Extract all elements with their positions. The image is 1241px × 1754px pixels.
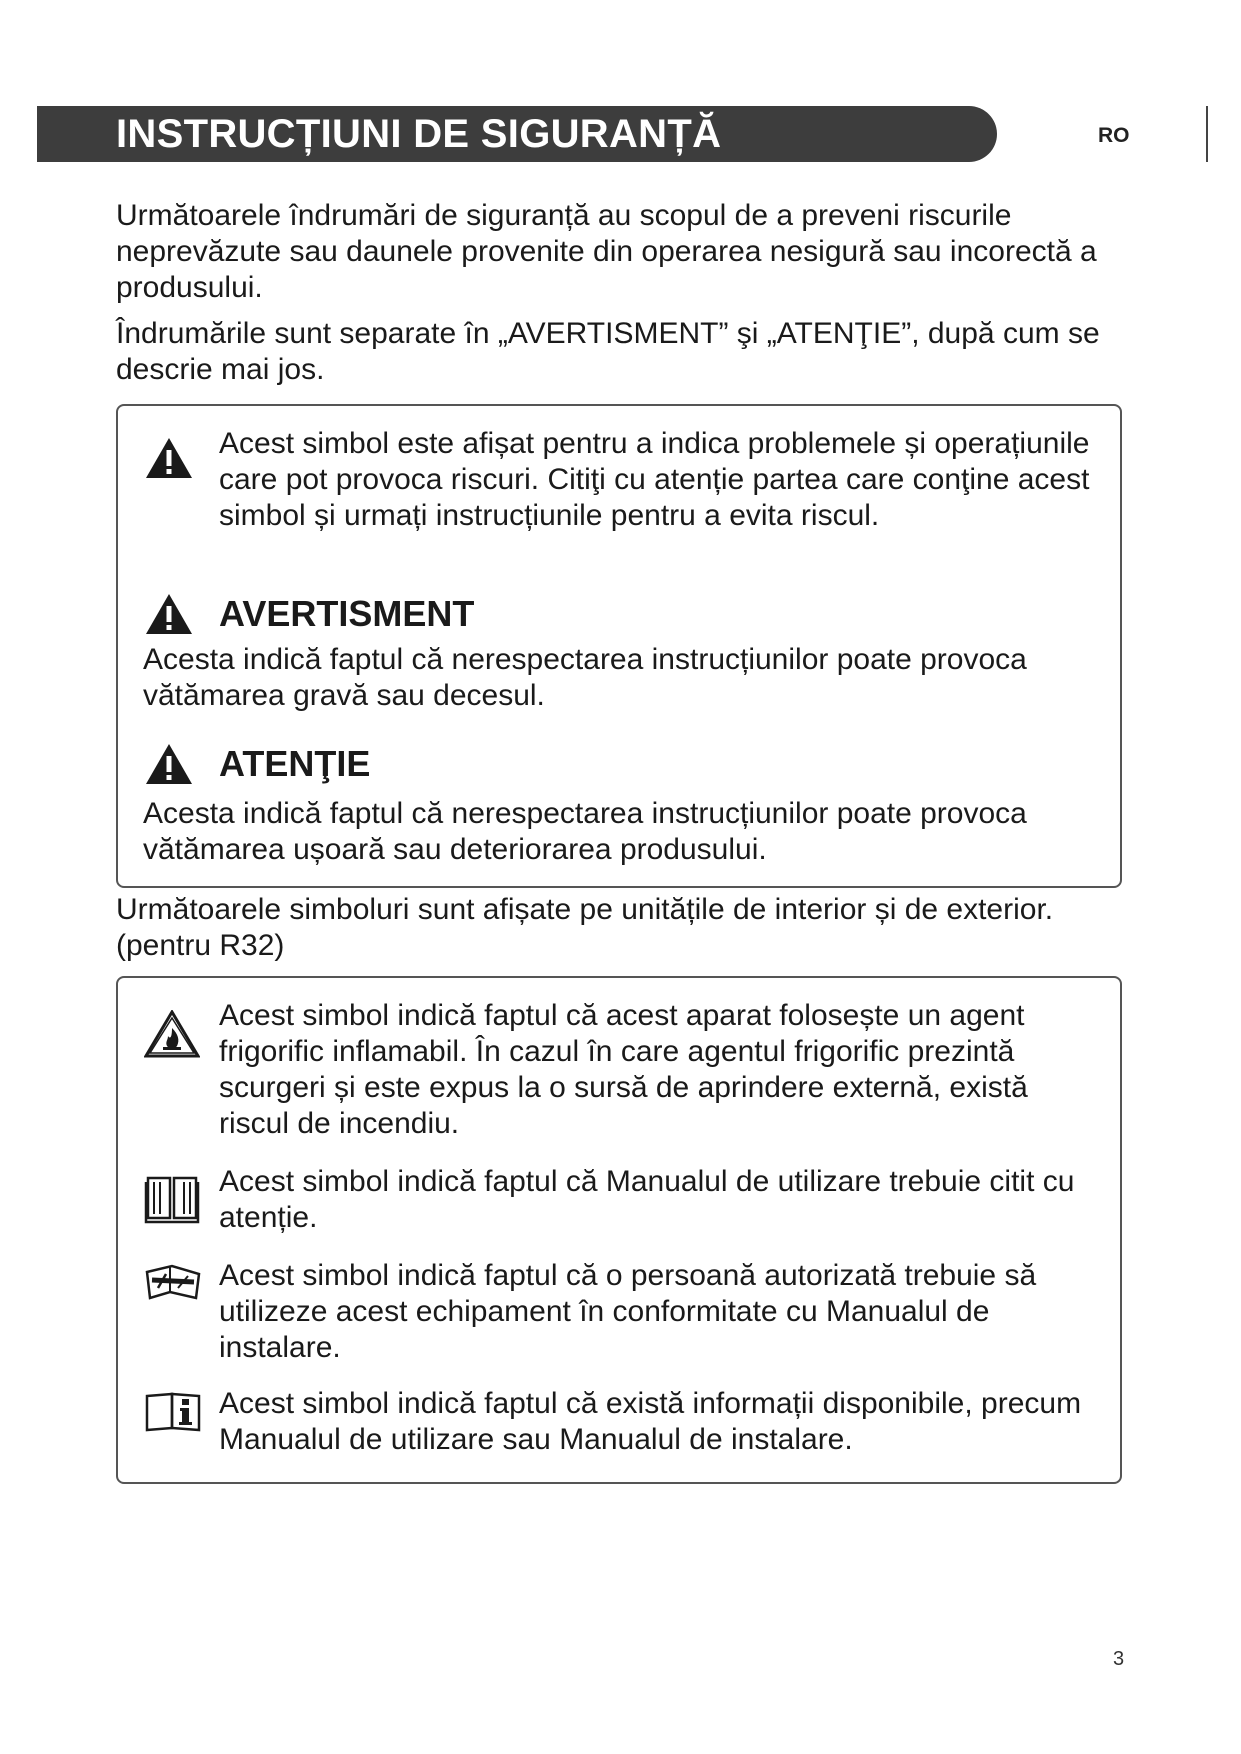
intro-paragraph-2: Îndrumările sunt separate în „AVERTISMENT” şi „ATENŢIE”, după cum se descrie mai jos. bbox=[116, 317, 1100, 386]
intro-paragraph-1: Următoarele îndrumări de siguranță au scopul de a preveni riscurile neprevăzute sau daunele provenite din operarea nesigură sau incorectă a produsului. bbox=[116, 199, 1097, 304]
caution-heading: ATENŢIE bbox=[219, 743, 371, 784]
symbol-text: Acest simbol indică faptul că acest aparat folosește un agent frigorific inflamabil. În cazul în care agentul frigorific prezintă scurgeri și este expus la o sursă de aprindere externă, există riscul de incendiu. bbox=[219, 999, 1028, 1140]
warning-heading: AVERTISMENT bbox=[219, 593, 475, 634]
warning-text: Acesta indică faptul că nerespectarea instrucțiunilor poate provoca vătămarea gravă sau decesul. bbox=[143, 643, 1027, 712]
unit-symbols-box bbox=[116, 976, 1122, 1484]
info-manual-icon bbox=[144, 1390, 202, 1432]
symbol-text: Acest simbol indică faptul că există informații disponibile, precum Manualul de utilizare sau Manualul de instalare. bbox=[219, 1387, 1082, 1456]
symbols-intro-paragraph: Următoarele simboluri sunt afișate pe unitățile de interior și de exterior. (pentru R32) bbox=[116, 893, 1054, 962]
symbol-text: Acest simbol indică faptul că Manualul de utilizare trebuie citit cu atenție. bbox=[219, 1165, 1075, 1234]
edge-marker bbox=[1206, 106, 1208, 162]
manual-book-icon bbox=[144, 1172, 200, 1224]
caution-text: Acesta indică faptul că nerespectarea instrucțiunilor poate provoca vătămarea ușoară sau deteriorarea produsului. bbox=[143, 797, 1027, 866]
warning-triangle-icon bbox=[144, 436, 194, 480]
warning-triangle-icon bbox=[144, 592, 194, 636]
safety-symbols-box bbox=[116, 404, 1122, 888]
flammable-warning-icon bbox=[144, 1010, 200, 1058]
language-code: RO bbox=[1098, 124, 1130, 147]
page-title: INSTRUCȚIUNI DE SIGURANȚĂ bbox=[116, 112, 722, 156]
page-number: 3 bbox=[1113, 1648, 1125, 1670]
symbol-text: Acest simbol indică faptul că o persoană autorizată trebuie să utilizeze acest echipament în conformitate cu Manualul de instalare. bbox=[219, 1259, 1037, 1364]
warning-triangle-icon bbox=[144, 742, 194, 786]
general-symbol-text: Acest simbol este afișat pentru a indica problemele și operațiunile care pot provoca riscuri. Citiţi cu atenție partea care conţine acest simbol și urmați instrucțiunile pentru a evita riscul. bbox=[219, 427, 1090, 532]
service-manual-icon bbox=[144, 1262, 202, 1302]
